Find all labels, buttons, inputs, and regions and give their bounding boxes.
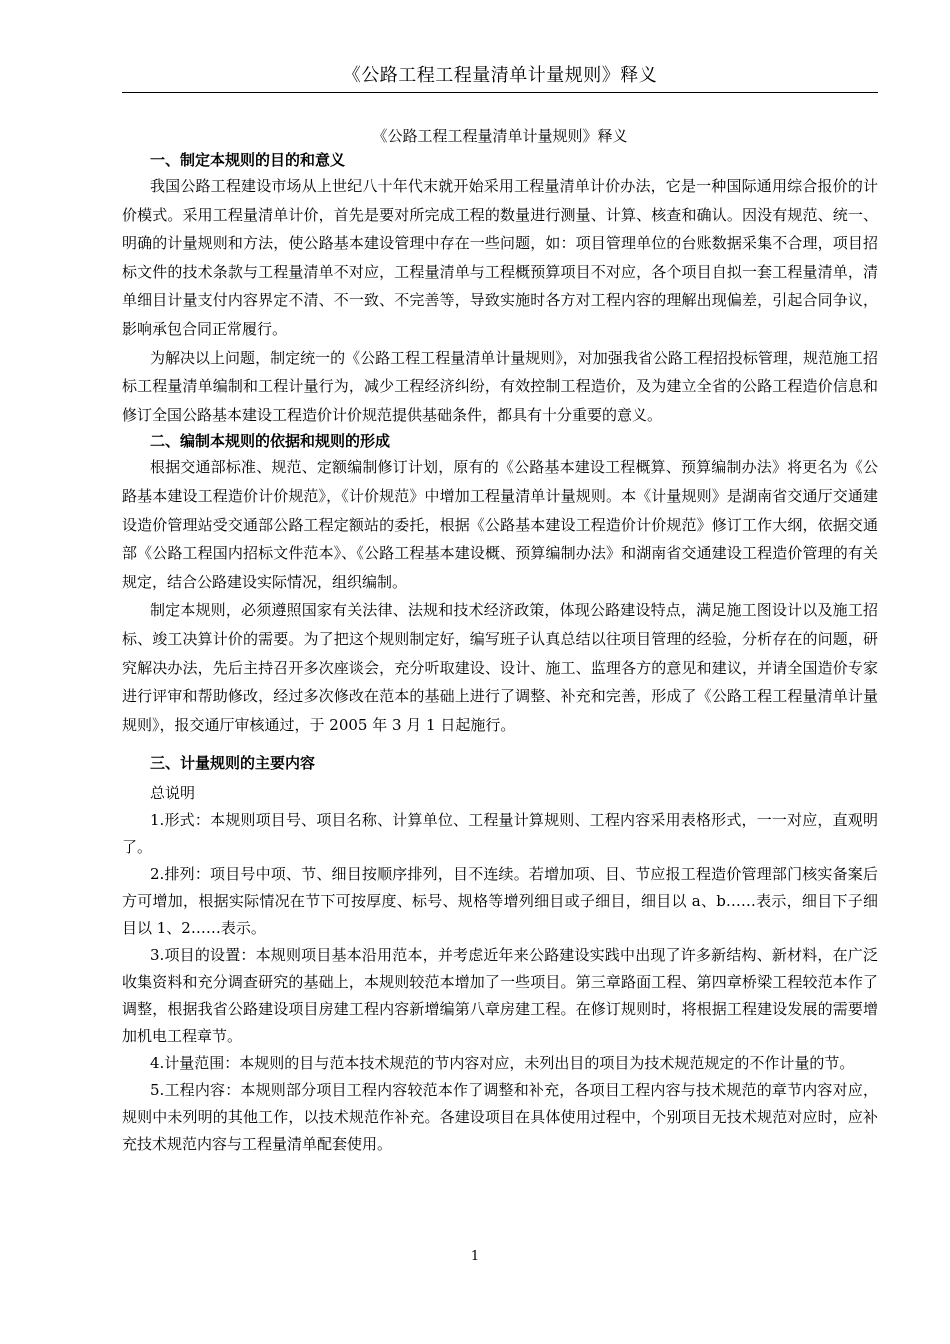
general-notes-label: 总说明 (150, 784, 196, 803)
page-number: 1 (470, 1249, 480, 1264)
paragraph: 为解决以上问题，制定统一的《公路工程工程量清单计量规则》，对加强我省公路工程招投标管理，规范施工招标工程量清单编制和工程计量行为，减少工程经济纠纷，有效控制工程造价，及为建立全省的公路工程造价信息和修订全国公路基本建设工程造价计价规范提供基础条件，都具有十分重要的意义。 (122, 348, 878, 424)
section-heading-2: 二、编制本规则的依据和规则的形成 (150, 432, 391, 451)
paragraph: 制定本规则，必须遵照国家有关法律、法规和技术经济政策，体现公路建设特点，满足施工图设计以及施工招标、竣工决算计价的需要。为了把这个规则制定好，编写班子认真总结以往项目管理的经验，分析存在的问题，研究解决办法，先后主持召开多次座谈会，充分听取建设、设计、施工、监理各方的意见和建议，并请全国造价专家进行评审和帮助修改，经过多次修改在范本的基础上进行了调整、补充和完善，形成了《公路工程工程量清单计量规则》，报交通厅审核通过，于 2005 年 3 月 1 日起施行。 (122, 601, 878, 734)
list-item: 2.排列：项目号中项、节、细目按顺序排列，目不连续。若增加项、目、节应报工程造价管理部门核实备案后方可增加，根据实际情况在节下可按厚度、标号、规格等增列细目或子细目，细目以 a、b……表示，细目下子细目以 1、2……表示。 (122, 865, 878, 938)
list-item: 3.项目的设置：本规则项目基本沿用范本，并考虑近年来公路建设实践中出现了许多新结构、新材料，在广泛收集资料和充分调查研究的基础上，本规则较范本增加了一些项目。第三章路面工程、第四章桥梁工程较范本作了调整，根据我省公路建设项目房建工程内容新增编第八章房建工程。在修订规则时，将根据工程建设发展的需要增加机电工程章节。 (122, 946, 878, 1046)
running-header: 《公路工程工程量清单计量规则》释义 (122, 60, 878, 93)
list-item: 1.形式：本规则项目号、项目名称、计算单位、工程量计算规则、工程内容采用表格形式，一一对应，直观明了。 (122, 811, 878, 857)
section-heading-1: 一、制定本规则的目的和意义 (150, 151, 346, 169)
document-body (122, 124, 878, 1158)
list-item: 4.计量范围：本规则的目与范本技术规范的节内容对应，未列出目的项目为技术规范规定的不作计量的节。 (150, 1054, 855, 1073)
paragraph: 根据交通部标准、规范、定额编制修订计划，原有的《公路基本建设工程概算、预算编制办法》将更名为《公路基本建设工程造价计价规范》，《计价规范》中增加工程量清单计量规则。本《计量规则》是湖南省交通厅交通建设造价管理站受交通部公路工程定额站的委托，根据《公路基本建设工程造价计价规范》修订工作大纲，依据交通部《公路工程国内招标文件范本》、《公路工程基本建设概、预算编制办法》和湖南省交通建设工程造价管理的有关规定，结合公路建设实际情况，组织编制。 (122, 458, 878, 591)
paragraph: 我国公路工程建设市场从上世纪八十年代末就开始采用工程量清单计价办法，它是一种国际通用综合报价的计价模式。采用工程量清单计价，首先是要对所完成工程的数量进行测量、计算、核查和确认。因没有规范、统一、明确的计量规则和方法，使公路基本建设管理中存在一些问题，如：项目管理单位的台账数据采集不合理，项目招标文件的技术条款与工程量清单不对应，工程量清单与工程概预算项目不对应，各个项目自拟一套工程量清单，清单细目计量支付内容界定不清、不一致、不完善等，导致实施时各方对工程内容的理解出现偏差，引起合同争议，影响承包合同正常履行。 (122, 177, 878, 338)
list-item: 5.工程内容：本规则部分项目工程内容较范本作了调整和补充，各项目工程内容与技术规范的章节内容对应，规则中未列明的其他工作，以技术规范作补充。各建设项目在具体使用过程中，个别项目无技术规范对应时，应补充技术规范内容与工程量清单配套使用。 (122, 1081, 878, 1154)
section-heading-3: 三、计量规则的主要内容 (150, 754, 316, 773)
document-title: 《公路工程工程量清单计量规则》释义 (372, 127, 628, 145)
